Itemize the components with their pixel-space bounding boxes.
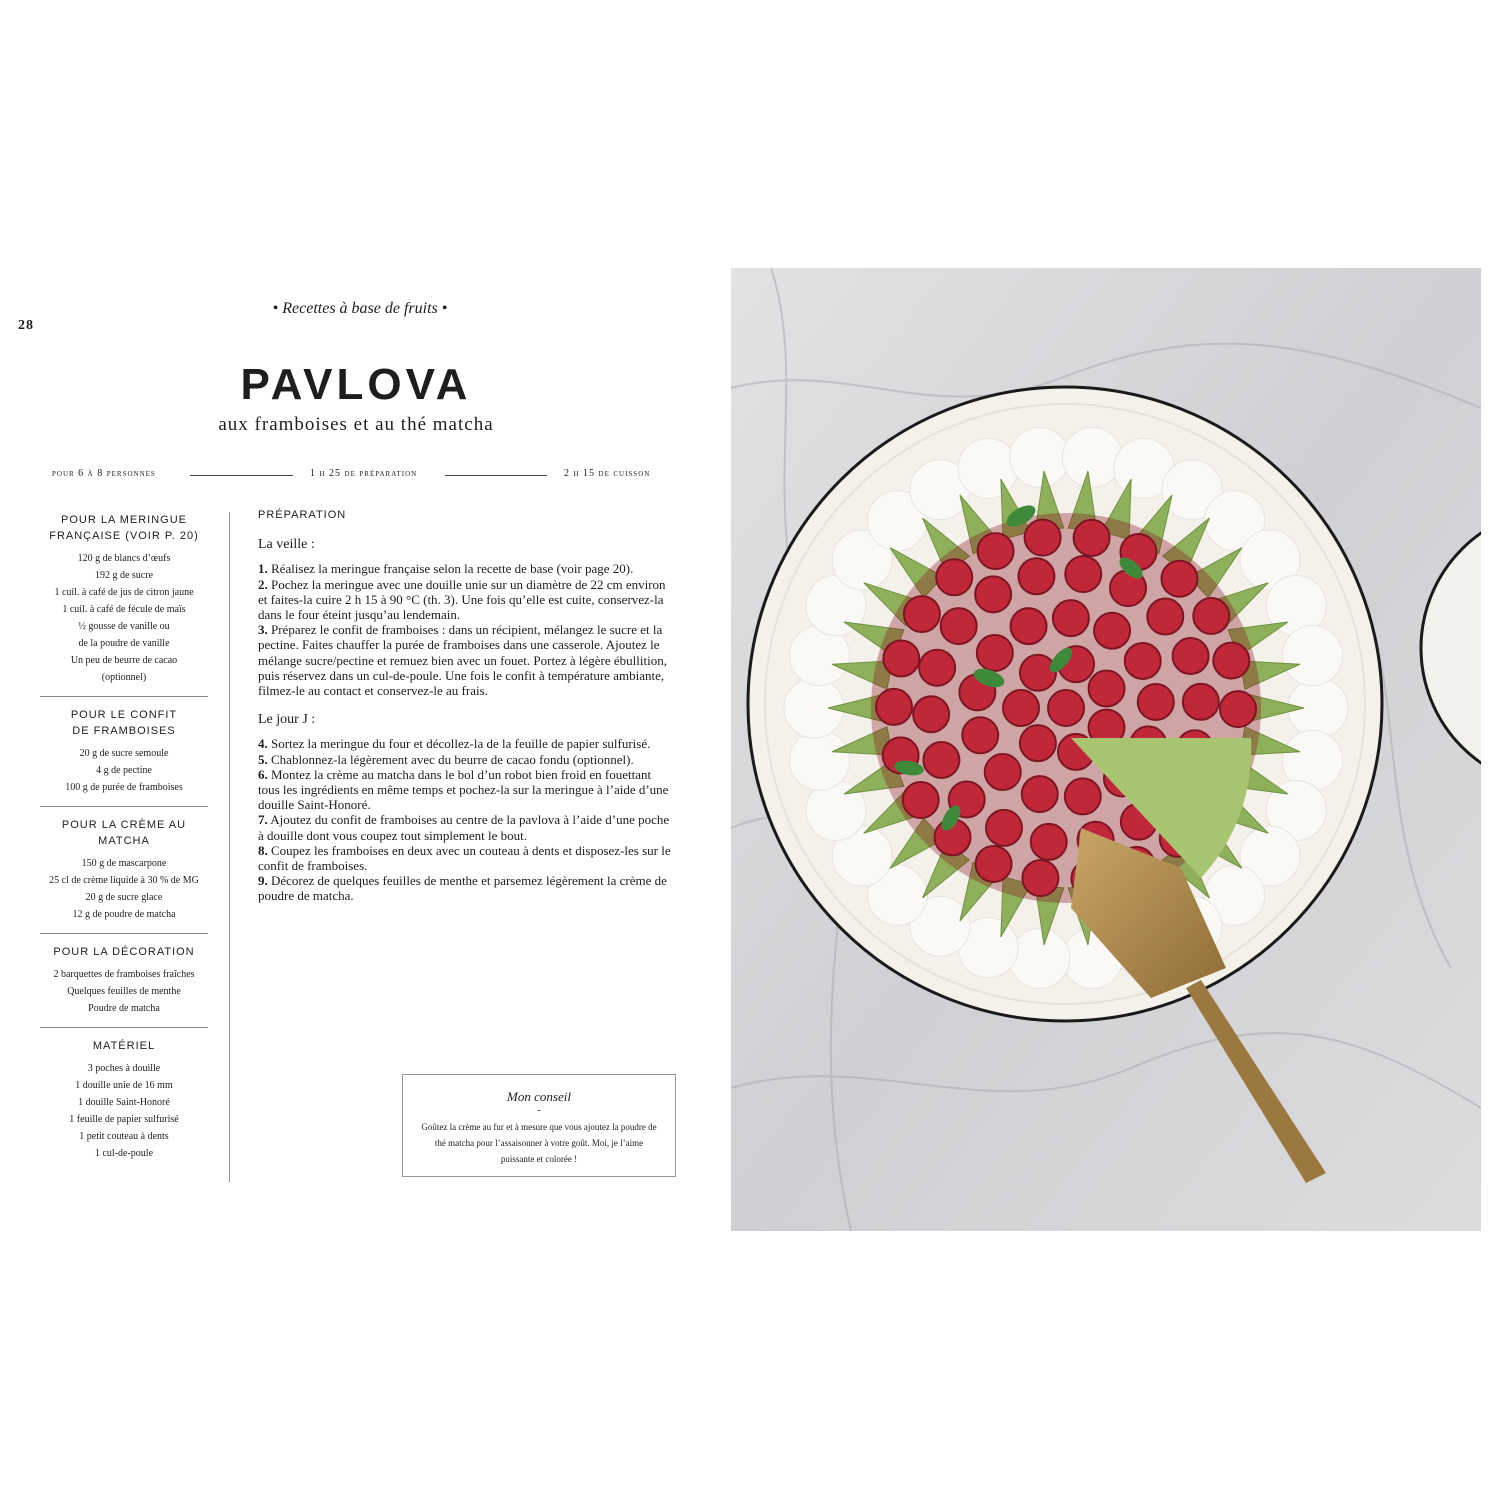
tip-text: Goûtez la crème au fur et à mesure que vous ajoutez la poudre de thé matcha pour l’assaisonner à votre goût. Moi, je l’aime puissante et colorée ! [421,1122,657,1164]
servings: pour 6 à 8 personnes [52,468,156,479]
prep-time: 1 h 25 de préparation [310,468,418,479]
step-number: 5. [258,751,268,767]
raspberry [1020,725,1056,761]
section-label: • Recettes à base de fruits • [272,300,448,317]
raspberry [975,576,1011,612]
ingredient-item: 100 g de purée de framboises [65,782,183,793]
raspberry [976,846,1012,882]
meringue-dollop [790,730,850,790]
raspberry [986,810,1022,846]
raspberry [1003,690,1039,726]
preparation-heading: PRÉPARATION [258,509,347,521]
step-text: Réalisez la meringue française selon la recette de base (voir page 20). [271,561,634,577]
raspberry [936,559,972,595]
pavlova-photo [731,268,1481,1231]
step-text: Coupez les framboises en deux avec un couteau à dents et disposez-les sur le confit de framboises. [258,842,671,874]
raspberry [1074,520,1110,556]
raspberry [1094,613,1130,649]
step-number: 2. [258,576,268,592]
raspberry [1220,691,1256,727]
preparation-subheading: Le jour J : [258,712,316,728]
ingredient-group [40,1027,208,1172]
step [258,767,676,813]
meringue-dollop [1282,626,1342,686]
raspberry [985,754,1021,790]
tip-box [402,1074,676,1177]
recipe-subtitle: aux framboises et au thé matcha [218,414,494,435]
step-number: 6. [258,766,268,782]
raspberry [1025,520,1061,556]
raspberry [1213,643,1249,679]
raspberry [923,742,959,778]
step [258,561,676,576]
ingredient-heading: POUR LA DÉCORATION [53,946,195,958]
step-text: Ajoutez du confit de framboises au centre de la pavlova à l’aide d’une poche à douille dont vous coupez tout simplement le bout. [258,812,670,843]
raspberry [919,650,955,686]
raspberry [1031,824,1067,860]
ingredient-item: Quelques feuilles de menthe [67,986,181,997]
page-number: 28 [18,318,34,333]
preparation-column [258,508,676,918]
ingredients-column [40,508,208,1172]
ingredient-item: 1 douille unie de 16 mm [75,1080,173,1091]
ingredient-group [40,696,208,806]
step [258,752,676,767]
ingredient-heading: POUR LA CRÈME AU MATCHA [61,819,187,847]
raspberry [904,596,940,632]
ingredient-item: ½ gousse de vanille ou de la poudre de vanille [78,621,170,649]
raspberry [1053,600,1089,636]
meringue-dollop [1010,929,1070,989]
ingredient-item: 192 g de sucre [94,570,154,581]
step-number: 8. [258,842,268,858]
meringue-dollop [1010,427,1070,487]
pavlova-illustration [731,268,1481,1231]
recipe-title: PAVLOVA [240,360,472,409]
raspberry [1020,655,1056,691]
step-number: 1. [258,561,268,577]
meringue-dollop [1062,427,1122,487]
raspberry [1147,599,1183,635]
preparation-steps [258,561,676,698]
raspberry [1173,638,1209,674]
ingredient-item: 1 cul-de-poule [94,1148,154,1159]
raspberry [941,608,977,644]
cook-time: 2 h 15 de cuisson [564,468,651,479]
raspberry [1022,860,1058,896]
ingredient-group [40,508,208,696]
ingredient-item: 1 petit couteau à dents [79,1131,169,1142]
meta-divider [190,475,293,476]
step-text: Sortez la meringue du four et décollez-la de la feuille de papier sulfurisé. [271,736,651,752]
ingredient-item: Un peu de beurre de cacao (optionnel) [70,655,178,683]
step-number: 4. [258,736,268,752]
raspberry [1089,671,1125,707]
step-text: Chablonnez-la légèrement avec du beurre de cacao fondu (optionnel). [271,751,634,767]
raspberry [1011,608,1047,644]
raspberry [1065,556,1101,592]
ingredient-item: 25 cl de crème liquide à 30 % de MG [49,875,199,886]
ingredient-item: 1 cuil. à café de jus de citron jaune [54,587,194,598]
meringue-dollop [958,438,1018,498]
raspberry [977,635,1013,671]
tip-title: Mon conseil [507,1089,571,1104]
step-number: 3. [258,622,268,638]
ingredient-item: 3 poches à douille [87,1063,161,1074]
raspberry [1048,690,1084,726]
raspberry [1161,561,1197,597]
ingredient-item: 120 g de blancs d’œufs [77,553,171,564]
raspberry [1183,684,1219,720]
tip-separator: - [537,1105,541,1116]
ingredient-item: Poudre de matcha [88,1003,160,1014]
step [258,843,676,873]
raspberry [883,640,919,676]
ingredient-item: 1 cuil. à café de fécule de maïs [62,604,186,615]
ingredient-heading: POUR LE CONFIT DE FRAMBOISES [70,709,178,737]
recipe-meta [50,468,662,484]
raspberry [962,717,998,753]
step-text: Préparez le confit de framboises : dans un récipient, mélangez le sucre et la pectine. Faites chauffer la purée de framboises dans une casserole. Ajoutez le mélange sucre/pectine et remuez bien avec un fouet. Portez à légère ébullition, puis réservez dans un cul-de-poule. Une fois le confit à température ambiante, filmez-le au contact et conservez-le au frais. [258,622,667,699]
step [258,812,676,842]
ingredient-item: 4 g de pectine [96,765,152,776]
raspberry [1138,684,1174,720]
step-number: 9. [258,873,268,889]
ingredient-item: 20 g de sucre semoule [79,748,169,759]
ingredient-group [40,806,208,933]
step-text: Montez la crème au matcha dans le bol d’un robot bien froid en fouettant tous les ingrédients en même temps et pochez-la sur la meringue à l’aide d’une douille Saint-Honoré. [258,766,669,813]
raspberry [1018,558,1054,594]
step-text: Pochez la meringue avec une douille unie sur un diamètre de 22 cm environ et faites-la cuire 2 h 15 à 90 °C (th. 3). Une fois qu’elle est cuite, conservez-la dans le four éteint jusqu’au lendemain. [258,576,666,623]
ingredient-item: 1 douille Saint-Honoré [78,1097,170,1108]
ingredient-heading: POUR LA MERINGUE FRANÇAISE (VOIR P. 20) [49,514,199,542]
preparation-subheading: La veille : [258,537,315,553]
raspberry [1065,778,1101,814]
ingredient-heading: MATÉRIEL [92,1040,156,1052]
ingredient-item: 1 feuille de papier sulfurisé [69,1114,179,1125]
step [258,873,676,903]
ingredient-item: 12 g de poudre de matcha [72,909,176,920]
raspberry [913,696,949,732]
ingredient-group [40,933,208,1027]
raspberry [1022,776,1058,812]
step [258,622,676,698]
ingredient-item: 20 g de sucre glace [85,892,163,903]
raspberry [1125,643,1161,679]
step [258,577,676,623]
ingredient-item: 150 g de mascarpone [81,858,167,869]
ingredient-item: 2 barquettes de framboises fraîches [53,969,195,980]
step-text: Décorez de quelques feuilles de menthe et parsemez légèrement la crème de poudre de matcha. [258,873,667,904]
preparation-steps [258,736,676,903]
step [258,736,676,751]
raspberry [876,689,912,725]
column-divider [229,512,230,1182]
raspberry [978,533,1014,569]
step-number: 7. [258,812,268,828]
meta-divider [445,475,547,476]
raspberry [1193,598,1229,634]
raspberry [903,782,939,818]
